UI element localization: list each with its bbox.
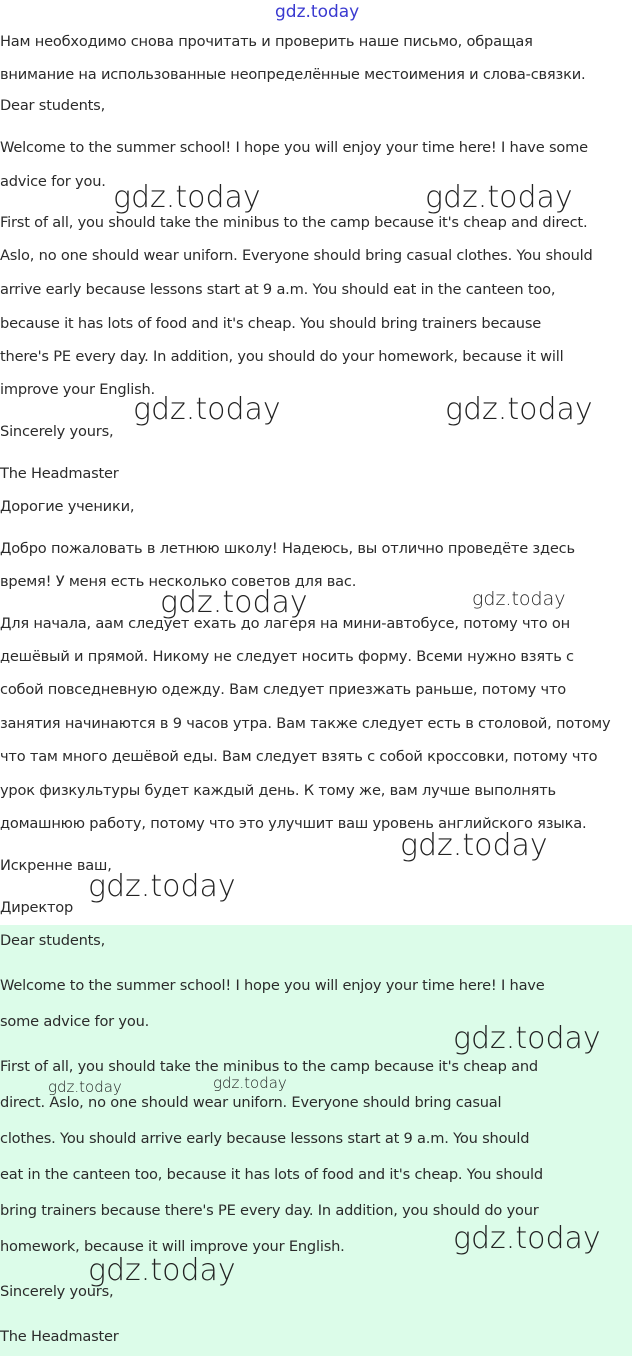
instruction-line: Нам необходимо снова прочитать и проверить наше письмо, обращая (0, 33, 533, 50)
answer-en-line: Welcome to the summer school! I hope you will enjoy your time here! I have (0, 977, 545, 994)
site-watermark: gdz.today (275, 2, 360, 22)
letter-ru-line: Добро пожаловать в летнюю школу! Надеюсь, вы отлично проведёте здесь (0, 540, 575, 557)
answer-en-line: Sincerely yours, (0, 1283, 114, 1300)
watermark: gdz.today (453, 1021, 601, 1056)
watermark: gdz.today (453, 1221, 601, 1256)
letter-en-line: advice for you. (0, 173, 106, 190)
watermark: gdz.today (213, 1074, 287, 1092)
letter-ru-line: домашнюю работу, потому что это улучшит ваш уровень английского языка. (0, 815, 587, 832)
answer-en-line: Dear students, (0, 932, 106, 949)
answer-en-line: clothes. You should arrive early because lessons start at 9 a.m. You should (0, 1130, 530, 1147)
watermark: gdz.today (400, 828, 548, 863)
letter-ru-line: время! У меня есть несколько советов для вас. (0, 573, 357, 590)
letter-ru-line: что там много дешёвой еды. Вам следует взять с собой кроссовки, потому что (0, 748, 598, 765)
letter-en-line: Sincerely yours, (0, 423, 114, 440)
watermark: gdz.today (445, 392, 593, 427)
watermark: gdz.today (88, 1253, 236, 1288)
letter-ru-line: Искренне ваш, (0, 857, 112, 874)
letter-en-line: because it has lots of food and it's cheap. You should bring trainers because (0, 315, 542, 332)
watermark: gdz.today (425, 180, 573, 215)
watermark: gdz.today (88, 869, 236, 904)
watermark: gdz.today (160, 585, 308, 620)
watermark: gdz.today (113, 180, 261, 215)
letter-ru-line: Для начала, аам следует ехать до лагеря на мини-автобусе, потому что он (0, 615, 570, 632)
watermark: gdz.today (472, 588, 566, 610)
letter-en-line: First of all, you should take the minibus to the camp because it's cheap and direct. (0, 214, 588, 231)
letter-ru-line: дешёвый и прямой. Никому не следует носить форму. Всеми нужно взять с (0, 648, 574, 665)
answer-en-line: some advice for you. (0, 1013, 150, 1030)
answer-en-line: The Headmaster (0, 1328, 119, 1345)
watermark: gdz.today (133, 392, 281, 427)
answer-en-line: bring trainers because there's PE every day. In addition, you should do your (0, 1202, 539, 1219)
letter-en-line: improve your English. (0, 381, 155, 398)
letter-en-line: Aslo, no one should wear uniforn. Everyone should bring casual clothes. You should (0, 247, 593, 264)
letter-en-line: there's PE every day. In addition, you should do your homework, because it will (0, 348, 564, 365)
letter-en-line: arrive early because lessons start at 9 a.m. You should eat in the canteen too, (0, 281, 556, 298)
letter-ru-line: собой повседневную одежду. Вам следует приезжать раньше, потому что (0, 681, 566, 698)
letter-ru-line: Директор (0, 899, 74, 916)
answer-en-line: direct. Aslo, no one should wear uniforn. Everyone should bring casual (0, 1094, 502, 1111)
answer-en-line: eat in the canteen too, because it has lots of food and it's cheap. You should (0, 1166, 543, 1183)
letter-ru-line: Дорогие ученики, (0, 498, 135, 515)
letter-en-line: The Headmaster (0, 465, 119, 482)
letter-en-line: Dear students, (0, 97, 106, 114)
answer-en-line: First of all, you should take the minibus to the camp because it's cheap and (0, 1058, 538, 1075)
letter-en-line: Welcome to the summer school! I hope you will enjoy your time here! I have some (0, 139, 588, 156)
letter-ru-line: урок физкультуры будет каждый день. К тому же, вам лучше выполнять (0, 782, 556, 799)
answer-en-line: homework, because it will improve your English. (0, 1238, 345, 1255)
letter-ru-line: занятия начинаются в 9 часов утра. Вам также следует есть в столовой, потому (0, 715, 611, 732)
watermark: gdz.today (48, 1078, 122, 1096)
instruction-line: внимание на использованные неопределённые местоимения и слова-связки. (0, 66, 586, 83)
